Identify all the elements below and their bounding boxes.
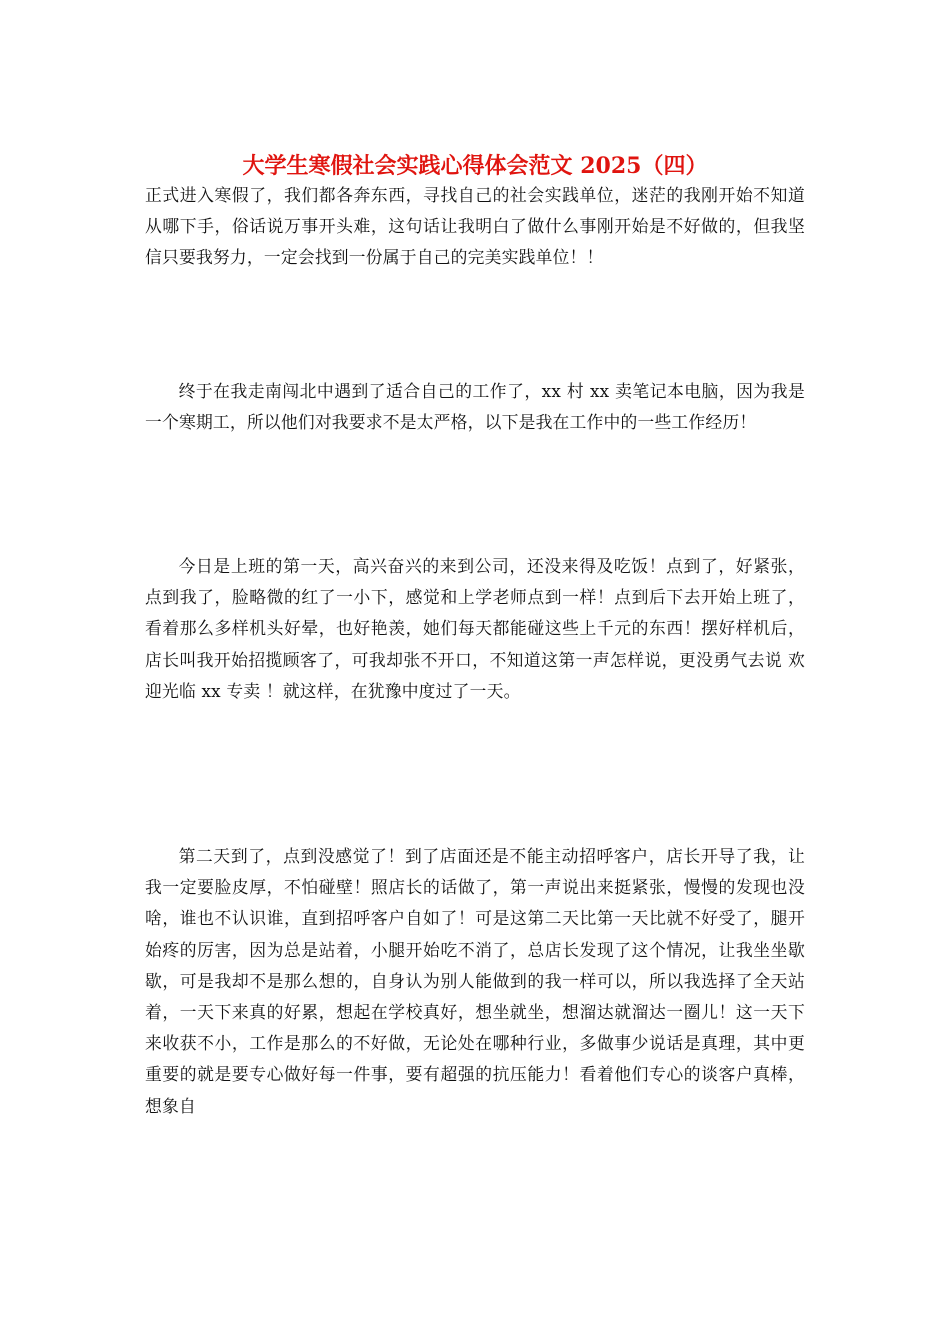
paragraph-3: 今日是上班的第一天，高兴奋兴的来到公司，还没来得及吃饭！点到了，好紧张，点到我了，脸略微的红了一小下，感觉和上学老师点到一样！点到后下去开始上班了，看着那么多样机头好晕，也好艳羡，她们每天都能碰这些上千元的东西！摆好样机后，店长叫我开始招揽顾客了，可我却张不开口，不知道这第一声怎样说，更没勇气去说 欢迎光临 xx 专卖 ！就这样，在犹豫中度过了一天。 <box>145 556 805 701</box>
paragraph-2: 终于在我走南闯北中遇到了适合自己的工作了，xx 村 xx 卖笔记本电脑，因为我是一个寒期工，所以他们对我要求不是太严格，以下是我在工作中的一些工作经历！ <box>145 381 805 433</box>
document-title: 大学生寒假社会实践心得体会范文 2025（四） <box>242 153 708 179</box>
paragraph-1: 正式进入寒假了，我们都各奔东西，寻找自己的社会实践单位，迷茫的我刚开始不知道从哪下手，俗话说万事开头难，这句话让我明白了做什么事刚开始是不好做的，但我坚信只要我努力，一定会找到一份属于自己的完美实践单位！！ <box>145 185 805 268</box>
paragraph-4: 第二天到了，点到没感觉了！到了店面还是不能主动招呼客户，店长开导了我，让我一定要脸皮厚，不怕碰壁！照店长的话做了，第一声说出来挺紧张，慢慢的发现也没啥，谁也不认识谁，直到招呼客户自如了！可是这第二天比第一天比就不好受了，腿开始疼的厉害，因为总是站着，小腿开始吃不消了，总店长发现了这个情况，让我坐坐歇歇，可是我却不是那么想的，自身认为别人能做到的我一样可以，所以我选择了全天站着，一天下来真的好累，想起在学校真好，想坐就坐，想溜达就溜达一圈儿！这一天下来收获不小，工作是那么的不好做，无论处在哪种行业，多做事少说话是真理，其中更重要的就是要专心做好每一件事，要有超强的抗压能力！看着他们专心的谈客户真棒，想象自 <box>145 846 805 1116</box>
